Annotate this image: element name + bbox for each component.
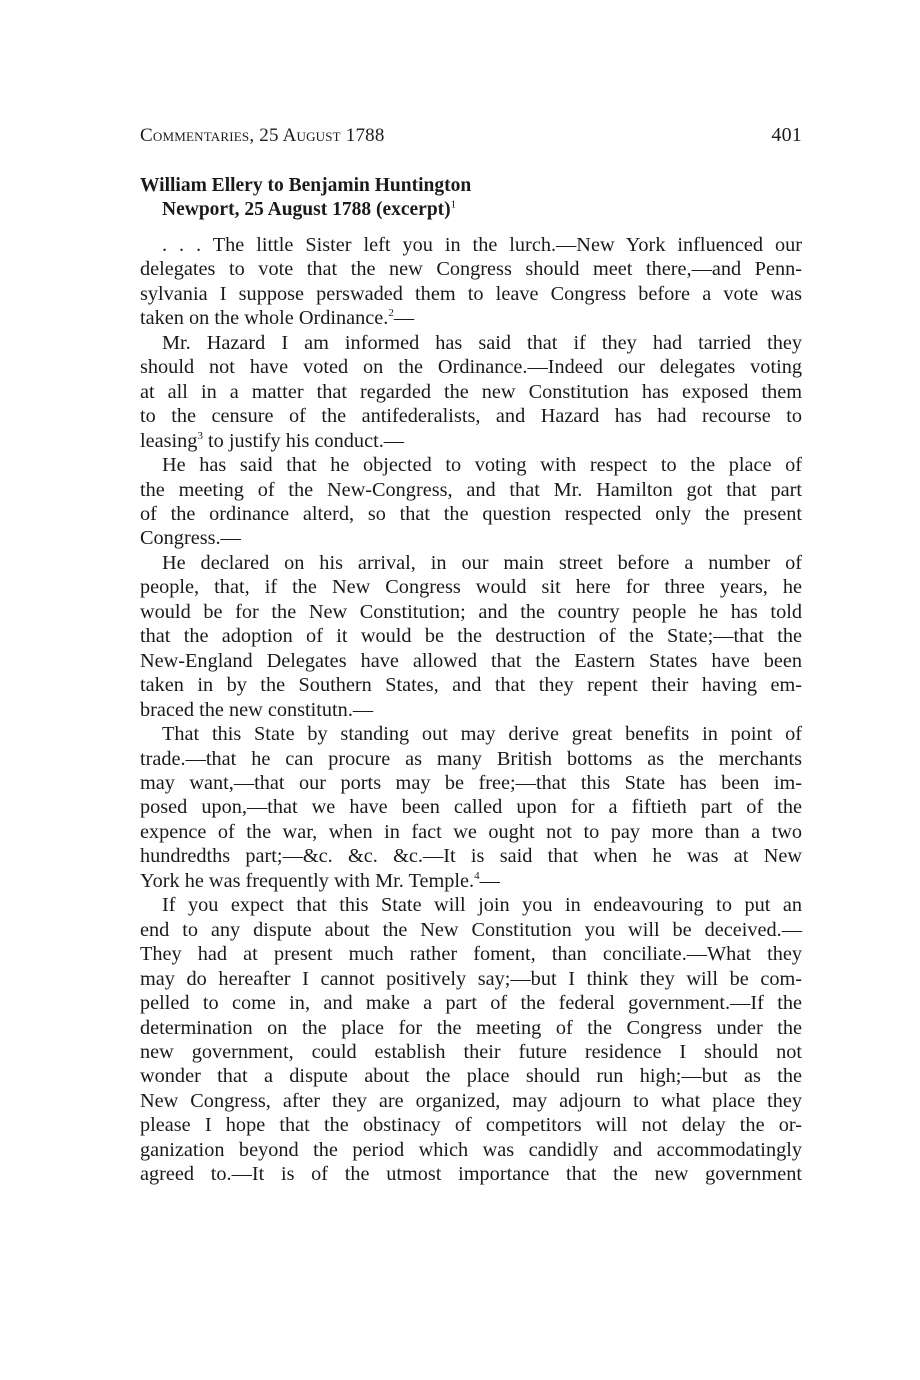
footnote-ref: 4 [474, 870, 480, 883]
text-line: He declared on his arrival, in our main street before a number of [162, 551, 802, 574]
paragraph [140, 331, 802, 453]
heading-title: William Ellery to Benjamin Huntington [140, 175, 472, 196]
running-head-title: Commentaries, 25 August 1788 [140, 125, 385, 146]
text-line-part: taken on the whole Ordinance. [140, 307, 389, 330]
text-line: New Congress, after they are organized, may adjourn to what place they [140, 1089, 802, 1112]
paragraph [140, 722, 802, 893]
text-line [140, 526, 802, 550]
text-line: to the censure of the antifederalists, and Hazard has had recourse to [140, 405, 802, 428]
footnote-ref: 1 [450, 198, 457, 211]
paragraph [140, 551, 802, 722]
text-line: that the adoption of it would be the destruction of the State;—that the [140, 625, 802, 648]
text-line: determination on the place for the meeting of the Congress under the [140, 1016, 802, 1039]
text-line-part: — [393, 307, 415, 330]
text-line [140, 698, 802, 722]
page-number: 401 [771, 124, 802, 146]
text-line: taken in by the Southern States, and that they repent their having em- [140, 674, 802, 697]
text-line: That this State by standing out may derive great benefits in point of [162, 723, 802, 746]
text-line-part: — [479, 869, 500, 892]
text-line: of the ordinance alterd, so that the question respected only the present [140, 502, 802, 525]
text-line: may want,—that our ports may be free;—that this State has been im- [140, 771, 802, 794]
text-line: at all in a matter that regarded the new Constitution has exposed them [140, 380, 802, 403]
text-line-part: to justify his conduct.— [202, 429, 405, 452]
text-line: They had at present much rather foment, than conciliate.—What they [140, 943, 802, 966]
paragraph [140, 233, 802, 331]
text-line-part: York he was frequently with Mr. Temple. [140, 869, 475, 892]
heading-place-date-text: Newport, 25 August 1788 (excerpt) [162, 199, 451, 220]
paragraph [140, 893, 802, 1186]
text-line: the meeting of the New-Congress, and that Mr. Hamilton got that part [140, 478, 802, 501]
text-line: expence of the war, when in fact we ought not to pay more than a two [140, 820, 802, 843]
text-line: ganization beyond the period which was candidly and accommodatingly [140, 1138, 802, 1161]
text-line: may do hereafter I cannot positively say;—but I think they will be com- [140, 967, 802, 990]
text-line-part: Congress.— [140, 527, 241, 550]
text-line: would be for the New Constitution; and the country people he has told [140, 600, 802, 623]
text-line: wonder that a dispute about the place should run high;—but as the [140, 1065, 802, 1088]
text-line: He has said that he objected to voting with respect to the place of [162, 454, 802, 477]
text-line: delegates to vote that the new Congress should meet there,—and Penn- [140, 258, 802, 281]
text-line [140, 306, 802, 330]
text-line: posed upon,—that we have been called upon for a fiftieth part of the [140, 796, 802, 819]
running-head [140, 124, 802, 147]
paragraph [140, 453, 802, 551]
text-line: new government, could establish their future residence I should not [140, 1040, 802, 1063]
text-line: should not have voted on the Ordinance.—Indeed our delegates voting [140, 356, 802, 379]
text-line: end to any dispute about the New Constitution you will be deceived.— [140, 918, 802, 941]
text-line: pelled to come in, and make a part of the federal government.—If the [140, 992, 802, 1015]
heading-place-date [140, 198, 802, 222]
document-heading [140, 174, 802, 222]
letter-body [140, 233, 802, 1187]
text-line: trade.—that he can procure as many British bottoms as the merchants [140, 747, 802, 770]
text-line: Mr. Hazard I am informed has said that if they had tarried they [162, 331, 802, 354]
text-line: . . . The little Sister left you in the lurch.—New York influenced our [162, 234, 802, 256]
text-line [140, 429, 802, 453]
text-line: hundredths part;—&c. &c. &c.—It is said that when he was at New [140, 845, 802, 868]
text-line: people, that, if the New Congress would sit here for three years, he [140, 576, 802, 599]
text-line: sylvania I suppose perswaded them to leave Congress before a vote was [140, 282, 802, 305]
text-line: agreed to.—It is of the utmost importance that the new government [140, 1163, 802, 1186]
text-line: please I hope that the obstinacy of competitors will not delay the or- [140, 1114, 802, 1137]
text-line-part: braced the new constitutn.— [140, 698, 374, 721]
text-line: If you expect that this State will join you in endeavouring to put an [162, 894, 802, 917]
text-line: New-England Delegates have allowed that the Eastern States have been [140, 649, 802, 672]
footnote-ref: 2 [388, 307, 394, 320]
text-line-part: leasing [140, 429, 198, 452]
footnote-ref: 3 [197, 429, 203, 442]
text-line [140, 869, 802, 893]
